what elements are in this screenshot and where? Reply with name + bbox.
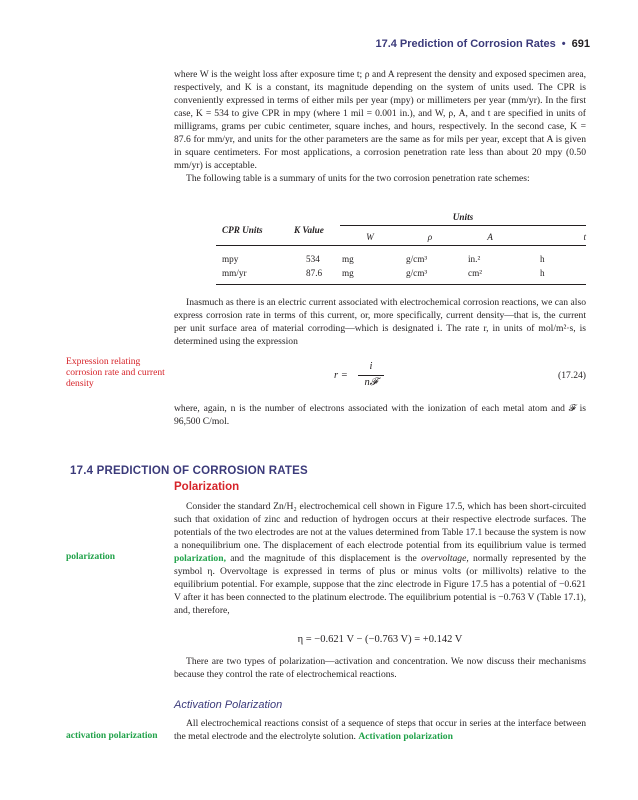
activation-text-a: All electrochemical reactions consist of a sequence of steps that occur in series at the interface between the metal electrode and the electrolyte solution. <box>174 718 586 742</box>
eq-denominator: n𝓕 <box>364 377 378 388</box>
margin-note-expression: Expression relating corrosion rate and current density <box>66 356 165 389</box>
overvoltage-term: overvoltage, <box>421 553 469 564</box>
cell-k: 534 <box>306 254 320 264</box>
intro-paragraph: where W is the weight loss after exposure time t; ρ and A represent the density and exposed specimen area, respectively, and K is a constant, its magnitude depending on the system of units used. The CPR is conveniently expressed in terms of either mils per year (mpy) or millimeters per year (mm/yr). In the first case, K = 534 to give CPR in mpy (where 1 mil = 0.001 in.), and W, ρ, A, and t are specified in units of milligrams, grams per cubic centimeter, square inches, and hours, respectively. In the second case, K = 87.6 for mm/yr, and units for the other parameters are the same as for mils per year, except that A is given in square centimeters. For most applications, a corrosion penetration rate less than about 20 mpy (0.50 mm/yr) is acceptable. <box>174 69 586 171</box>
cell-rho: g/cm³ <box>406 268 428 278</box>
subheading-activation: Activation Polarization <box>174 699 283 711</box>
cell-w: mg <box>342 254 354 264</box>
header-separator: • <box>561 38 566 50</box>
types-paragraph: There are two types of polarization—activation and concentration. We now discuss their mechanisms because they control the rate of electrochemical reactions. <box>174 656 586 680</box>
units-group-header: Units <box>452 212 474 222</box>
units-table-bottom-rule <box>216 284 586 285</box>
polarization-paragraph <box>174 500 586 617</box>
margin-term-polarization: polarization <box>66 552 116 562</box>
cell-t: h <box>540 254 545 264</box>
eq-numerator: i <box>369 361 373 372</box>
activation-term: Activation polarization <box>358 731 453 742</box>
intro-paragraph-block <box>174 68 586 185</box>
cell-cpr: mm/yr <box>222 268 247 278</box>
eq-lhs: r = <box>334 370 348 381</box>
polarization-text-c: normally represented by the symbol η. Overvoltage is expressed in terms of plus or minus volts (or millivolts) relative to the equilibrium potential. For example, suppose that the zinc electrode in Figure 17.5 has a potential of −0.621 V after it has been connected to the platinum electrode. The equilibrium potential is −0.763 V (Table 17.1), and, therefore, <box>174 553 586 616</box>
current-density-paragraph: Inasmuch as there is an electric current associated with electrochemical corrosion reactions, we can also express corrosion rate in terms of this current, or, more specifically, current density—that is, the current per unit surface area of material corroding—which is designated i. The rate r, in units of mol/m²·s, is determined using the expression <box>174 297 586 347</box>
polarization-text-a: Consider the standard Zn/H₂ electrochemical cell shown in Figure 17.5, which has been short-circuited such that oxidation of zinc and reduction of hydrogen occurs at their respective electrode surfaces. The potentials of the two electrodes are not at the values determined from Table 17.1 because the system is now a nonequilibrium one. The displacement of each electrode potential from its equilibrium value is termed <box>174 501 586 551</box>
cell-t: h <box>540 268 545 278</box>
col-header-a: A <box>487 232 493 242</box>
eq-number: (17.24) <box>558 370 586 381</box>
eta-equation: η = −0.621 V − (−0.763 V) = +0.142 V <box>297 634 463 645</box>
cell-cpr: mpy <box>222 254 239 264</box>
margin-term-activation: activation polarization <box>66 731 158 741</box>
running-header <box>375 38 590 50</box>
col-header-k-value: K Value <box>294 225 324 235</box>
eq-fraction-bar <box>358 375 384 376</box>
polarization-text-b: and the magnitude of this displacement is the <box>225 553 422 564</box>
cell-rho: g/cm³ <box>406 254 428 264</box>
cell-a: cm² <box>468 268 482 278</box>
subheading-polarization: Polarization <box>174 481 240 493</box>
table-intro-paragraph: The following table is a summary of units for the two corrosion penetration rate schemes: <box>186 173 530 184</box>
units-group-rule <box>340 225 586 226</box>
equation-17-24 <box>334 361 394 391</box>
cell-a: in.² <box>468 254 481 264</box>
col-header-w: W <box>366 232 374 242</box>
page-number: 691 <box>571 38 590 50</box>
col-header-t: t <box>583 232 586 242</box>
activation-paragraph <box>174 717 586 743</box>
where-paragraph: where, again, n is the number of electrons associated with the ionization of each metal atom and 𝓕 is 96,500 C/mol. <box>174 403 586 427</box>
col-header-rho: ρ <box>427 232 433 242</box>
cell-w: mg <box>342 268 354 278</box>
col-header-cpr-units: CPR Units <box>222 225 263 235</box>
units-table-header-rule <box>216 245 586 246</box>
units-table-block <box>222 212 584 290</box>
polarization-term: polarization, <box>174 553 226 564</box>
section-heading: 17.4 PREDICTION OF CORROSION RATES <box>70 465 308 477</box>
header-section-title: 17.4 Prediction of Corrosion Rates <box>375 38 556 50</box>
cell-k: 87.6 <box>306 268 323 278</box>
